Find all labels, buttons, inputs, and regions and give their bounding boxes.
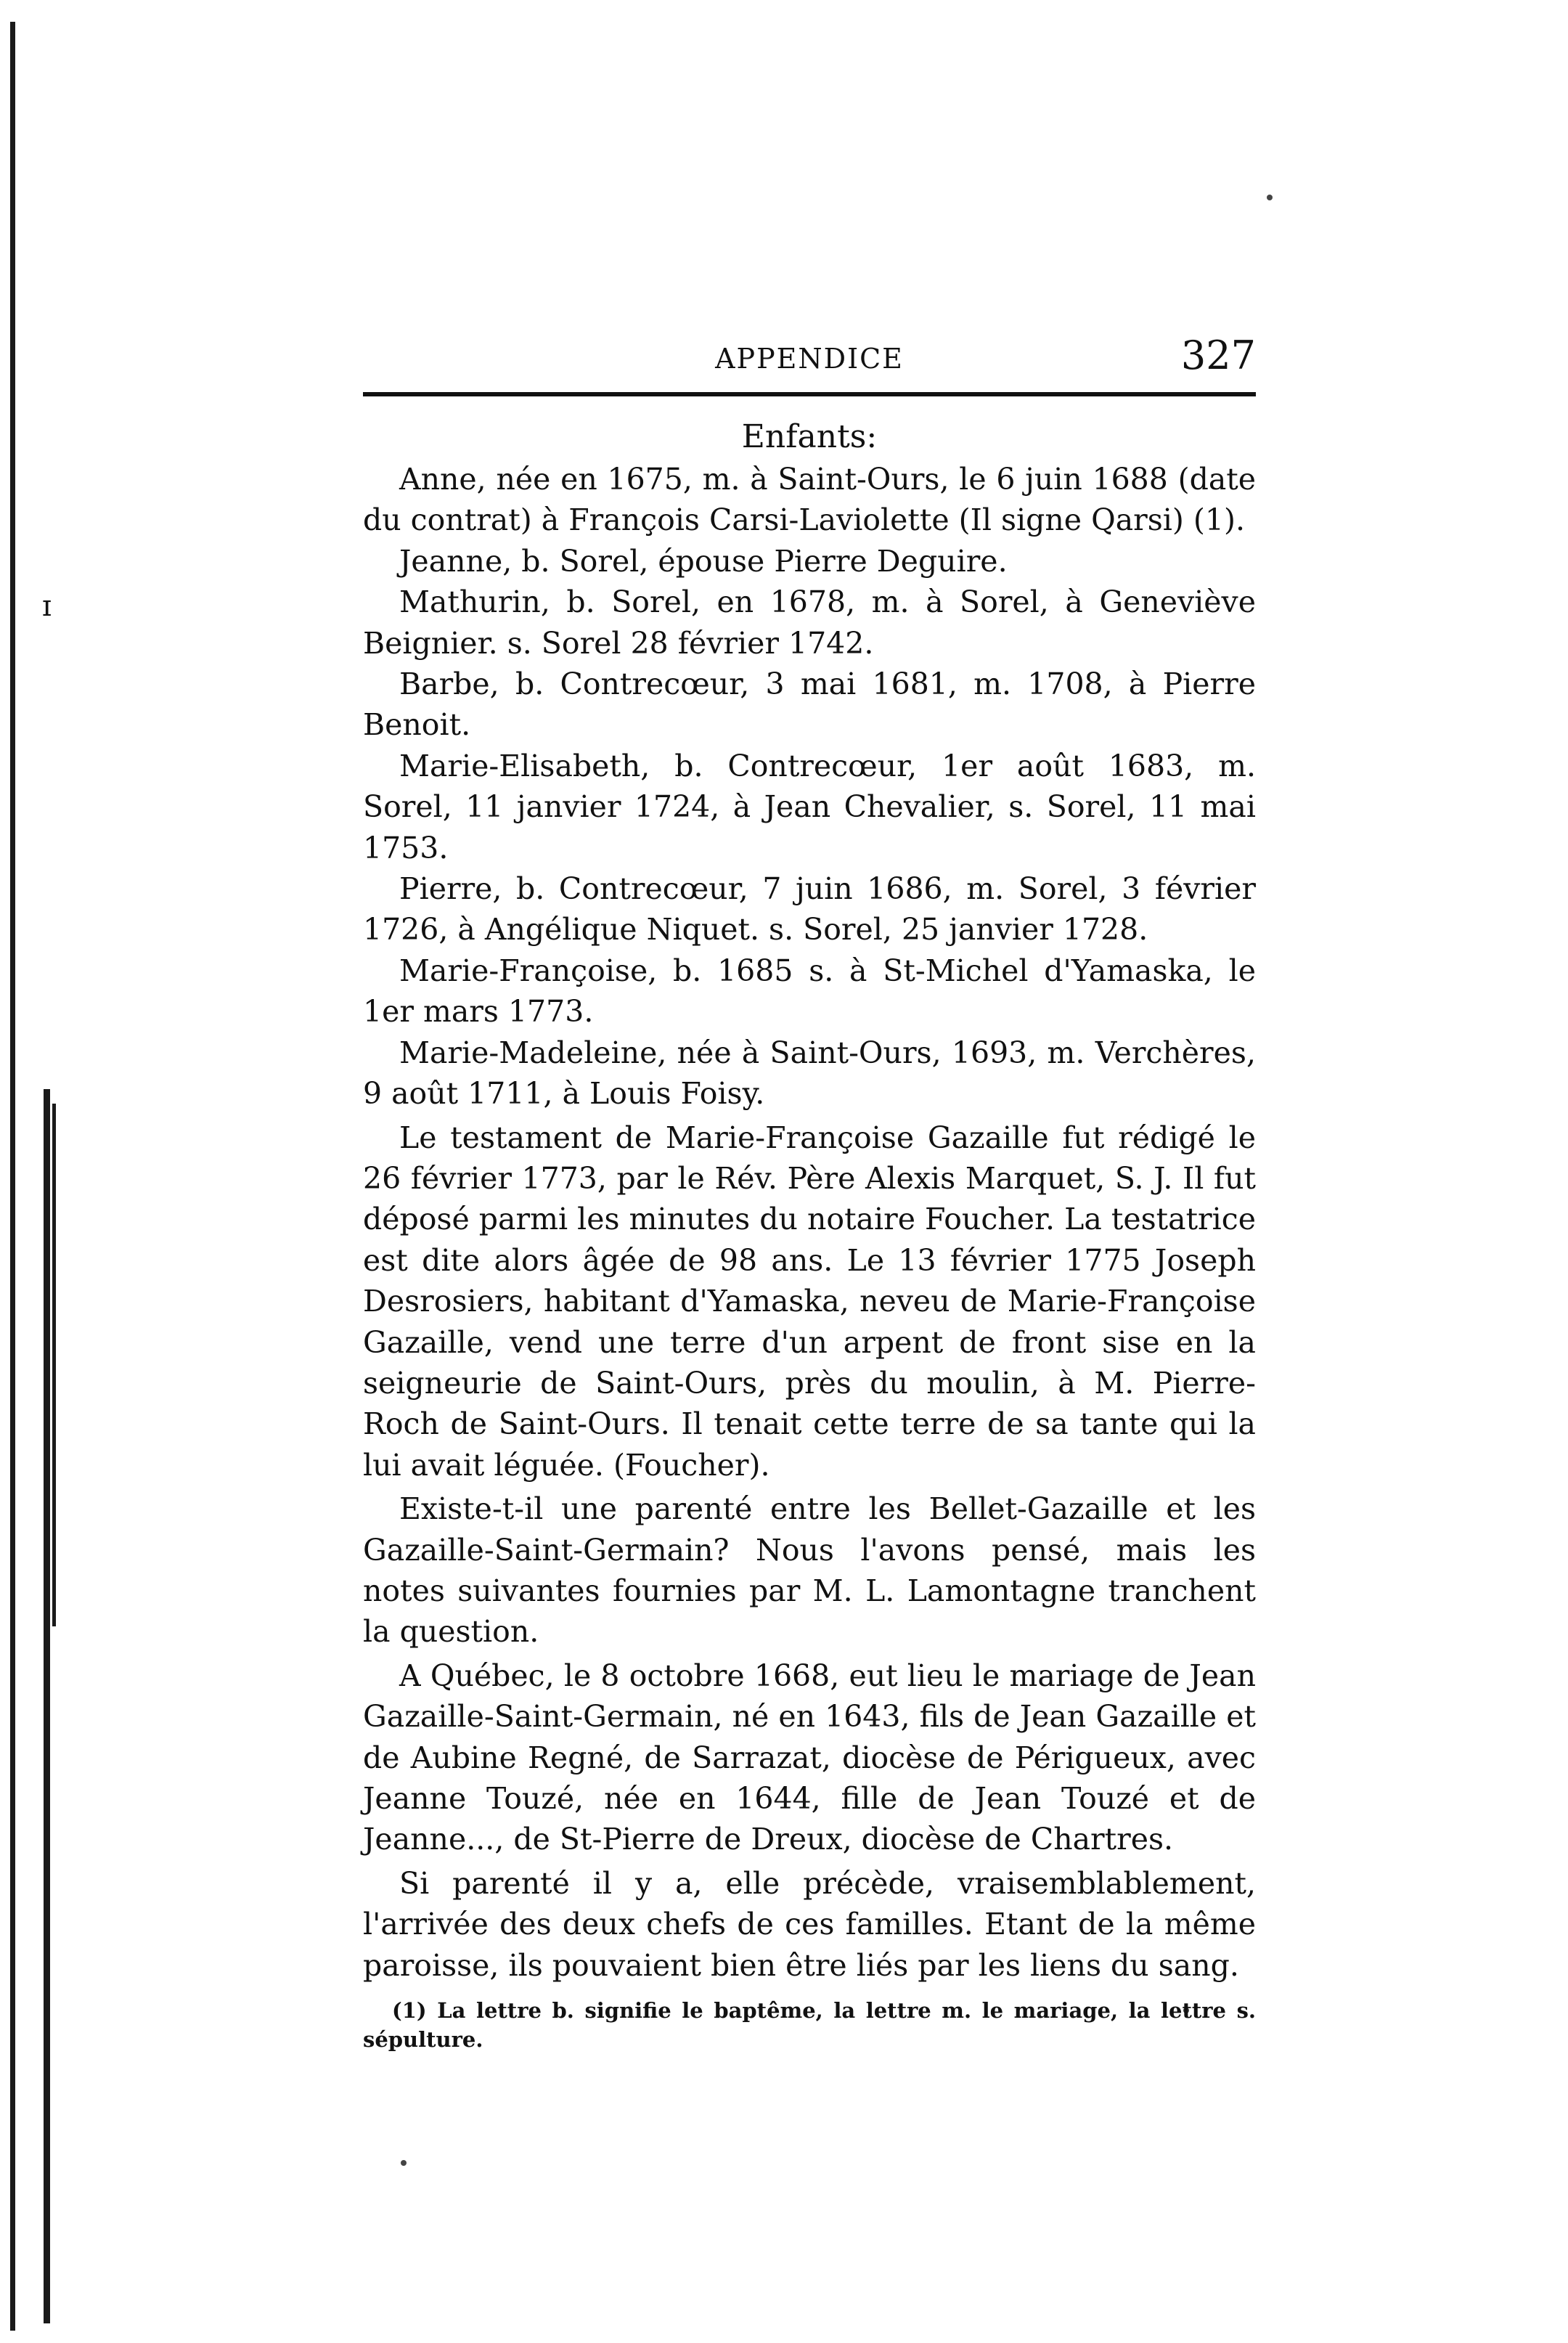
child-entry: Anne, née en 1675, m. à Saint-Ours, le 6 juin 1688 (date du contrat) à François Carsi-Laviolette (Il signe Qarsi) (1). [363,462,1256,538]
paragraph: Existe-t-il une parenté entre les Bellet-Gazaille et les Gazaille-Saint-Germain? Nous l'avons pensé, mais les notes suivantes fournies par M. L. Lamontagne tranchent la question. [363,1491,1256,1650]
page-number: 327 [1180,333,1256,378]
margin-mark: ɪ [42,590,52,623]
running-head-title: APPENDICE [715,343,904,375]
child-entry: Marie-Madeleine, née à Saint-Ours, 1693, m. Verchères, 9 août 1711, à Louis Foisy. [363,1035,1256,1112]
child-entry: Mathurin, b. Sorel, en 1678, m. à Sorel, à Geneviève Beignier. s. Sorel 28 février 1742. [363,584,1256,661]
child-entry: Marie-Françoise, b. 1685 s. à St-Michel d'Yamaska, le 1er mars 1773. [363,953,1256,1030]
footnote: (1) La lettre b. signifie le baptême, la lettre m. le mariage, la lettre s. sépulture. [363,1998,1256,2053]
binding-shadow-line [10,22,15,2331]
child-entry: Pierre, b. Contrecœur, 7 juin 1686, m. Sorel, 3 février 1726, à Angélique Niquet. s. Sorel, 25 janvier 1728. [363,871,1256,948]
book-page [363,327,1256,2054]
scan-speck [401,2160,407,2166]
binding-shadow-line [44,1089,50,2323]
scan-binding-edge [0,0,65,2343]
child-entry: Barbe, b. Contrecœur, 3 mai 1681, m. 1708, à Pierre Benoit. [363,667,1256,743]
scan-speck [1267,195,1273,200]
binding-shadow-line [52,1104,56,1626]
children-list [363,459,1256,1115]
children-heading: Enfants: [741,418,878,455]
paragraph: Le testament de Marie-Françoise Gazaille fut rédigé le 26 février 1773, par le Rév. Père Alexis Marquet, S. J. Il fut déposé parmi les minutes du notaire Foucher. La testatrice est dite alors âgée de 98 ans. Le 13 février 1775 Joseph Desrosiers, habitant d'Yamaska, neveu de Marie-Françoise Gazaille, vend une terre d'un arpent de front sise en la seigneurie de Saint-Ours, près du moulin, à M. Pierre-Roch de Saint-Ours. Il tenait cette terre de sa tante qui la lui avait léguée. (Foucher). [363,1120,1256,1483]
header-rule [363,392,1256,396]
paragraph: A Québec, le 8 octobre 1668, eut lieu le mariage de Jean Gazaille-Saint-Germain, né en 1643, fils de Jean Gazaille et de Aubine Regné, de Sarrazat, diocèse de Périgueux, avec Jeanne Touzé, née en 1644, fille de Jean Touzé et de Jeanne..., de St-Pierre de Dreux, diocèse de Chartres. [363,1658,1256,1857]
footnote-separator [363,1986,1256,1996]
paragraph: Si parenté il y a, elle précède, vraisemblablement, l'arrivée des deux chefs de ces familles. Etant de la même paroisse, ils pouvaient bien être liés par les liens du sang. [363,1865,1256,1983]
child-entry: Marie-Elisabeth, b. Contrecœur, 1er août 1683, m. Sorel, 11 janvier 1724, à Jean Chevalier, s. Sorel, 11 mai 1753. [363,748,1256,865]
running-head [363,327,1256,392]
body-text [363,1117,1256,1987]
child-entry: Jeanne, b. Sorel, épouse Pierre Deguire. [399,543,1008,579]
